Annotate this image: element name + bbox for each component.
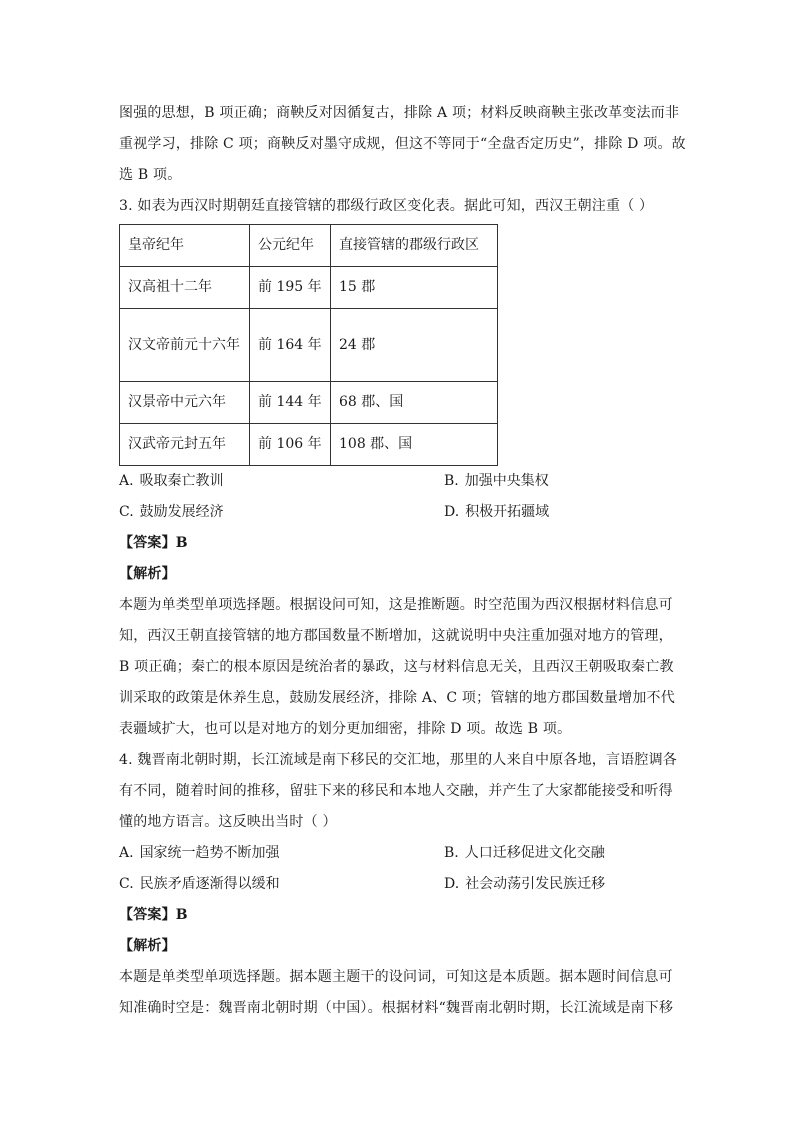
option-row [119, 466, 679, 497]
option-d [444, 869, 605, 900]
option-letter: C. [119, 504, 134, 520]
data-table [119, 224, 498, 466]
analysis-paragraph [119, 962, 679, 1024]
answer-label: 【答案】B [119, 907, 188, 923]
option-c [119, 497, 224, 528]
table-cell: 汉景帝中元六年 [120, 382, 250, 424]
option-letter: D. [444, 504, 460, 520]
option-text: 民族矛盾逐渐得以缓和 [139, 876, 280, 892]
table-row [120, 309, 498, 382]
question-stem: 3. 如表为西汉时期朝廷直接管辖的郡级行政区变化表。据此可知，西汉王朝注重（ ） [119, 198, 654, 214]
option-text: 吸取秦亡教训 [139, 473, 224, 489]
text-line: 训采取的政策是休养生息，鼓励发展经济，排除 A、C 项；管辖的地方郡国数量增加不代 [119, 690, 675, 706]
question-stem [119, 745, 679, 838]
intro-paragraph [119, 98, 686, 191]
option-c [119, 869, 280, 900]
text-line: 知，西汉王朝直接管辖的地方郡国数量不断增加，这就说明中央注重加强对地方的管理， [119, 628, 673, 644]
answer-label: 【答案】B [119, 535, 188, 551]
text-line: 本题是单类型单项选择题。据本题主题干的设问词，可知这是本质题。据本题时间信息可 [119, 969, 673, 985]
option-text: 加强中央集权 [464, 473, 549, 489]
text-line: 本题为单类型单项选择题。根据设问可知，这是推断题。时空范围为西汉根据材料信息可 [119, 597, 673, 613]
option-text: 人口迁移促进文化交融 [464, 845, 605, 861]
text-line: 图强的思想，B 项正确；商鞅反对因循复古，排除 A 项；材料反映商鞅主张改革变法而非 [119, 105, 680, 121]
document-page [119, 98, 686, 1024]
table-cell: 108 郡、国 [331, 424, 498, 466]
option-letter: A. [119, 473, 134, 489]
table-cell: 汉武帝元封五年 [120, 424, 250, 466]
option-text: 社会动荡引发民族迁移 [465, 876, 606, 892]
question-4 [119, 745, 679, 1024]
option-text: 国家统一趋势不断加强 [139, 845, 280, 861]
table-cell: 前 164 年 [250, 309, 331, 382]
table-cell: 汉文帝前元十六年 [120, 309, 250, 382]
table-cell: 68 郡、国 [331, 382, 498, 424]
option-letter: A. [119, 845, 134, 861]
table-cell: 汉高祖十二年 [120, 267, 250, 309]
table-cell: 15 郡 [331, 267, 498, 309]
option-letter: C. [119, 876, 134, 892]
table-cell: 前 195 年 [250, 267, 331, 309]
analysis-label: 【解析】 [119, 938, 176, 954]
option-text: 鼓励发展经济 [139, 504, 224, 520]
text-line: 表疆域扩大，也可以是对地方的划分更加细密，排除 D 项。故选 B 项。 [119, 721, 572, 737]
option-row [119, 497, 679, 528]
table-row [120, 382, 498, 424]
option-letter: D. [444, 876, 460, 892]
text-line: 4. 魏晋南北朝时期，长江流域是南下移民的交汇地，那里的人来自中原各地，言语腔调各 [119, 752, 678, 768]
table-header-row [120, 225, 498, 267]
table-row [120, 267, 498, 309]
text-line: 选 B 项。 [119, 167, 182, 183]
table-header-cell: 公元纪年 [250, 225, 331, 267]
text-line: 重视学习，排除 C 项；商鞅反对墨守成规，但这不等同于“全盘否定历史”，排除 D 项。故 [119, 136, 686, 152]
option-letter: B. [444, 845, 459, 861]
option-b [444, 466, 549, 497]
table-header-cell: 皇帝纪年 [120, 225, 250, 267]
table-cell: 前 144 年 [250, 382, 331, 424]
text-line: 知准确时空是：魏晋南北朝时期（中国）。根据材料“魏晋南北朝时期，长江流域是南下移 [119, 1000, 674, 1016]
text-line: 有不同，随着时间的推移，留驻下来的移民和本地人交融，并产生了大家都能接受和听得 [119, 783, 673, 799]
question-3 [119, 191, 679, 745]
option-text: 积极开拓疆域 [465, 504, 550, 520]
table-cell: 24 郡 [331, 309, 498, 382]
table-cell: 前 106 年 [250, 424, 331, 466]
option-d [444, 497, 549, 528]
option-row [119, 869, 679, 900]
analysis-label: 【解析】 [119, 566, 176, 582]
text-line: B 项正确；秦亡的根本原因是统治者的暴政，这与材料信息无关，且西汉王朝吸取秦亡教 [119, 659, 674, 675]
option-a [119, 466, 224, 497]
option-a [119, 838, 280, 869]
option-b [444, 838, 605, 869]
option-row [119, 838, 679, 869]
table-header-cell: 直接管辖的郡级行政区 [331, 225, 498, 267]
analysis-paragraph [119, 590, 679, 745]
text-line: 懂的地方语言。这反映出当时（ ） [119, 814, 337, 830]
table-row [120, 424, 498, 466]
option-letter: B. [444, 473, 459, 489]
